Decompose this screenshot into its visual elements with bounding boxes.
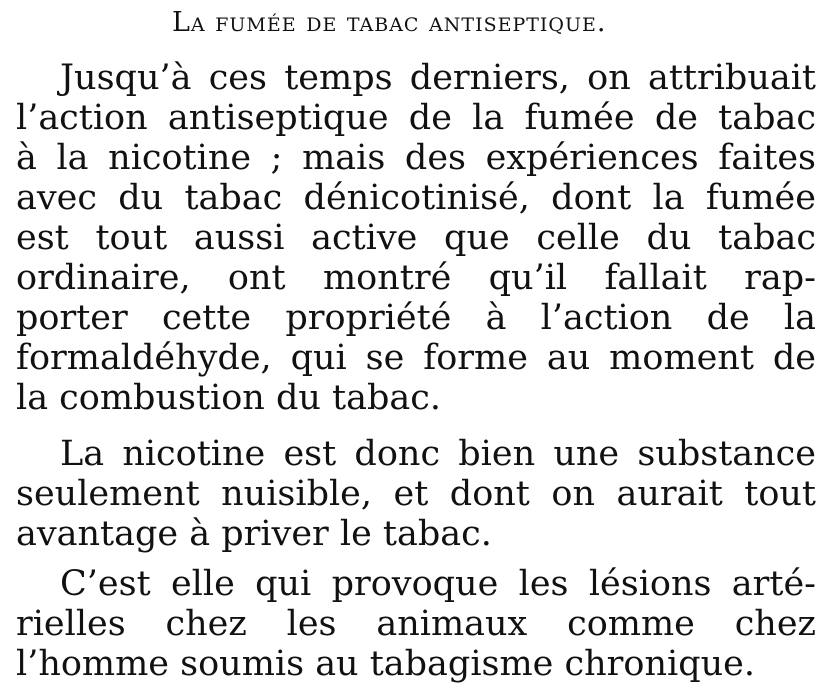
paragraph-line: la combustion du tabac. [16, 378, 441, 418]
paragraph-line: ordinaire, ont montré qu’il fallait rap- [16, 258, 816, 298]
article-title: La fumée de tabac antiseptique. [172, 7, 607, 38]
paragraph-line: La nicotine est donc bien une substance [60, 434, 816, 474]
paragraph-line: l’action antiseptique de la fumée de tabac [16, 98, 816, 138]
paragraph-line: seulement nuisible, et dont on aurait tout [16, 474, 816, 514]
paragraph-line: C’est elle qui provoque les lésions arté- [60, 564, 816, 604]
paragraph-line: l’homme soumis au tabagisme chronique. [16, 644, 755, 684]
paragraph-line: à la nicotine ; mais des expériences faites [16, 138, 816, 178]
paragraph-line: Jusqu’à ces temps derniers, on attribuait [60, 58, 816, 98]
paragraph-line: rielles chez les animaux comme chez [16, 604, 816, 644]
paragraph-line: est tout aussi active que celle du tabac [16, 218, 816, 258]
paragraph-line: formaldéhyde, qui se forme au moment de [16, 338, 816, 378]
paragraph-line: avantage à priver le tabac. [16, 514, 492, 554]
paragraph-line: avec du tabac dénicotinisé, dont la fumée [16, 178, 816, 218]
paragraph-line: porter cette propriété à l’action de la [16, 298, 816, 338]
